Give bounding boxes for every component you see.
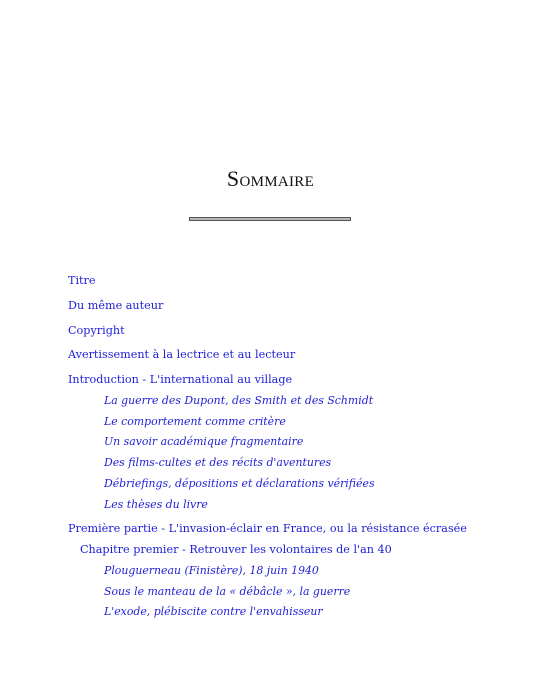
page-title: Sommaire: [226, 166, 315, 191]
toc-entry-copyright[interactable]: Copyright: [68, 324, 125, 337]
toc-entry-chapitre-premier[interactable]: Chapitre premier - Retrouver les volontaires de l'an 40: [80, 543, 392, 556]
toc-entry-introduction[interactable]: Introduction - L'international au village: [68, 373, 293, 386]
toc-entry-theses[interactable]: Les thèses du livre: [104, 498, 208, 511]
toc-entry-premiere-partie[interactable]: Première partie - L'invasion-éclair en France, ou la résistance écrasée: [68, 522, 467, 535]
toc-entry-guerre-dupont[interactable]: La guerre des Dupont, des Smith et des Schmidt: [104, 394, 374, 407]
toc-entry-plouguerneau[interactable]: Plouguerneau (Finistère), 18 juin 1940: [104, 564, 319, 577]
toc-entry-exode[interactable]: L'exode, plébiscite contre l'envahisseur: [104, 605, 323, 618]
toc-entry-avertissement[interactable]: Avertissement à la lectrice et au lecteur: [68, 348, 296, 361]
title-divider: [189, 217, 351, 221]
toc-entry-films-cultes[interactable]: Des films-cultes et des récits d'aventures: [104, 456, 332, 469]
toc-entry-titre[interactable]: Titre: [68, 274, 96, 287]
toc-entry-comportement[interactable]: Le comportement comme critère: [104, 415, 286, 428]
toc-entry-savoir-academique[interactable]: Un savoir académique fragmentaire: [104, 435, 304, 448]
toc-entry-debriefings[interactable]: Débriefings, dépositions et déclarations vérifiées: [104, 477, 375, 490]
toc-entry-du-meme-auteur[interactable]: Du même auteur: [68, 299, 164, 312]
toc-entry-manteau-debacle[interactable]: Sous le manteau de la « débâcle », la guerre: [104, 585, 351, 598]
